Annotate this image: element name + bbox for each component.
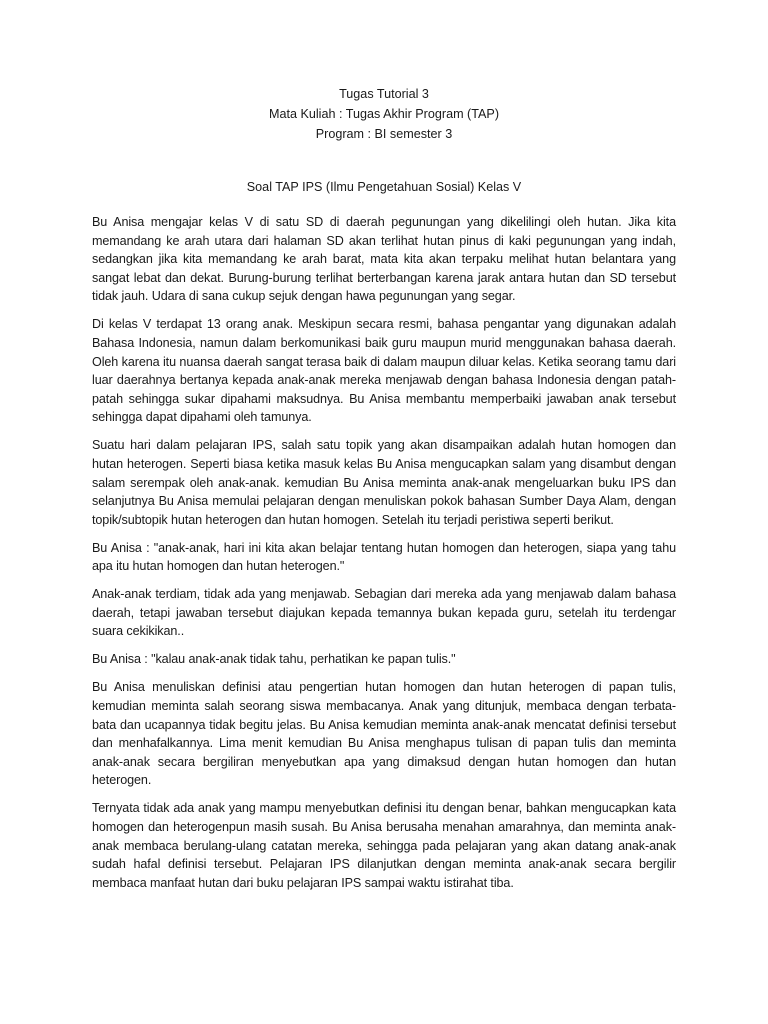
paragraph-2: Di kelas V terdapat 13 orang anak. Meskipun secara resmi, bahasa pengantar yang digunakan adalah Bahasa Indonesia, namun dalam berkomunikasi baik guru maupun murid menggunakan bahasa daerah. Oleh karena itu nuansa daerah sangat terasa baik di dalam maupun diluar kelas. Ketika seorang tamu dari luar daerahnya bertanya kepada anak-anak mereka menjawab dengan bahasa Indonesia dengan patah-patah sehingga sukar dipahami maksudnya. Bu Anisa membantu memperbaiki jawaban anak tersebut sehingga dapat dipahami oleh tamunya. [92, 317, 676, 425]
paragraph-8: Ternyata tidak ada anak yang mampu menyebutkan definisi itu dengan benar, bahkan mengucapkan kata homogen dan heterogenpun masih susah. Bu Anisa berusaha menahan amarahnya, dan meminta anak-anak membaca berulang-ulang catatan mereka, sehingga pada pelajaran yang akan datang anak-anak sudah hafal definisi tersebut. Pelajaran IPS dilanjutkan dengan meminta anak-anak secara bergilir membaca manfaat hutan dari buku pelajaran IPS sampai waktu istirahat tiba. [92, 801, 676, 890]
header-title: Tugas Tutorial 3 [339, 87, 429, 101]
paragraph-1: Bu Anisa mengajar kelas V di satu SD di daerah pegunungan yang dikelilingi oleh hutan. Jika kita memandang ke arah utara dari halaman SD akan terlihat hutan pinus di kaki pegunungan yang indah, sedangkan jika kita memandang ke arah barat, mata kita akan terpaku melihat hutan belantara yang sangat lebat dan dekat. Burung-burung terlihat berterbangan karena jarak antara hutan dan SD tersebut tidak jauh. Udara di sana cukup sejuk dengan hawa pegunungan yang segar. [92, 215, 676, 304]
document-body [92, 213, 676, 892]
header-program: Program : BI semester 3 [315, 127, 453, 141]
paragraph-5: Anak-anak terdiam, tidak ada yang menjawab. Sebagian dari mereka ada yang menjawab dalam bahasa daerah, tetapi jawaban tersebut diajukan kepada temannya bukan kepada guru, setelah itu terdengar suara cekikikan.. [92, 587, 676, 639]
paragraph-6: Bu Anisa : "kalau anak-anak tidak tahu, perhatikan ke papan tulis." [92, 652, 456, 667]
header-course: Mata Kuliah : Tugas Akhir Program (TAP) [268, 107, 500, 121]
paragraph-3: Suatu hari dalam pelajaran IPS, salah satu topik yang akan disampaikan adalah hutan homogen dan hutan heterogen. Seperti biasa ketika masuk kelas Bu Anisa mengucapkan salam yang disambut dengan salam serempak oleh anak-anak. kemudian Bu Anisa meminta anak-anak mengeluarkan buku IPS dan selanjutnya Bu Anisa memulai pelajaran dengan menuliskan pokok bahasan Sumber Daya Alam, dengan topik/subtopik hutan heterogen dan hutan homogen. Setelah itu terjadi peristiwa seperti berikut. [92, 438, 676, 527]
question-title: Soal TAP IPS (Ilmu Pengetahuan Sosial) Kelas V [246, 180, 522, 194]
paragraph-7: Bu Anisa menuliskan definisi atau pengertian hutan homogen dan hutan heterogen di papan tulis, kemudian meminta salah seorang siswa membacanya. Anak yang ditunjuk, membaca dengan terbata-bata dan ucapannya tidak begitu jelas. Bu Anisa kemudian meminta anak-anak mencatat definisi tersebut dan menhafalkannya. Lima menit kemudian Bu Anisa menghapus tulisan di papan tulis dan meminta anak-anak secara bergiliran menyebutkan apa yang dimaksud dengan hutan homogen dan hutan heterogen. [92, 680, 676, 788]
paragraph-4: Bu Anisa : "anak-anak, hari ini kita akan belajar tentang hutan homogen dan heterogen, siapa yang tahu apa itu hutan homogen dan hutan heterogen." [92, 540, 676, 574]
document-header [92, 84, 676, 144]
